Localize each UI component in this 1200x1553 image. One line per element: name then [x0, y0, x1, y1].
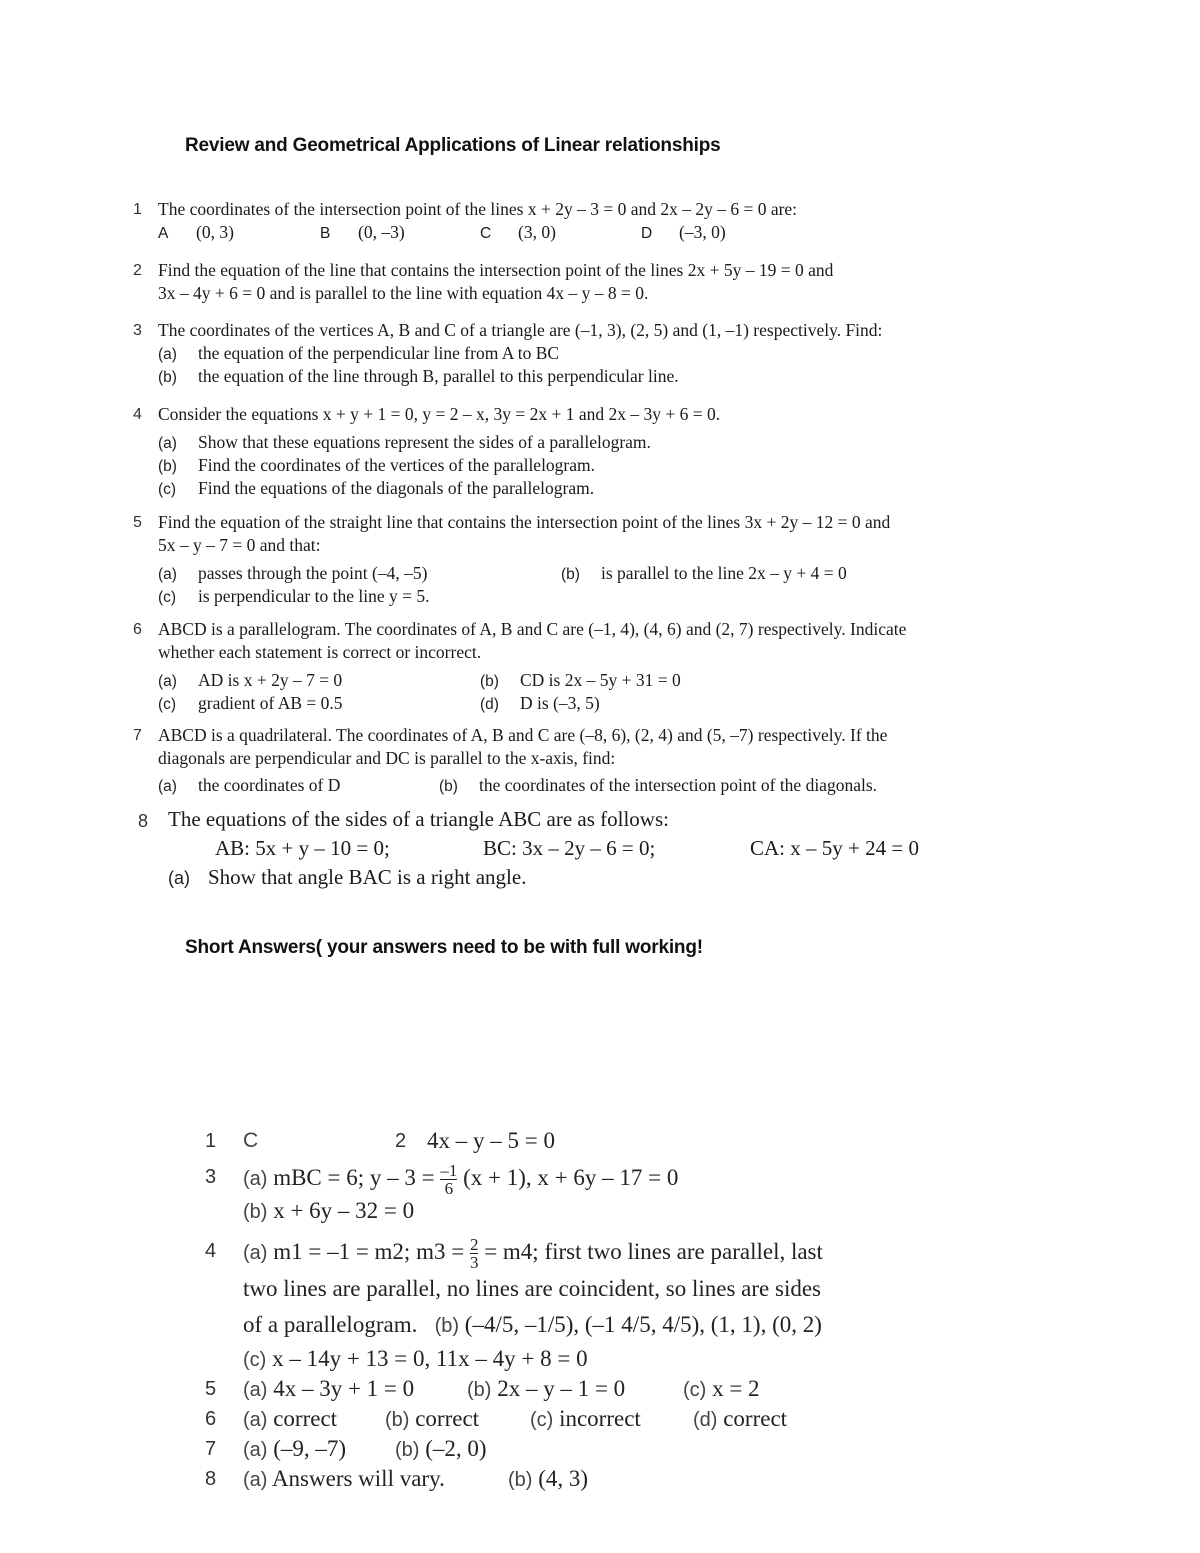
part-label: (a) [158, 346, 177, 363]
answer-key [205, 1126, 965, 1494]
option-value: (0, 3) [196, 222, 234, 242]
part-text: Show that these equations represent the sides of a parallelogram. [198, 432, 651, 452]
part-label: (a) [158, 673, 177, 690]
question-part [158, 365, 1093, 388]
answer-row-3b [205, 1196, 965, 1226]
answer-number: 3 [205, 1166, 217, 1188]
equation-bc: BC: 3x – 2y – 6 = 0; [483, 836, 656, 860]
fraction-denominator: 3 [469, 1253, 479, 1272]
question-8 [138, 805, 1098, 892]
answer-text: (–4/5, –1/5), (–1 4/5, 4/5), (1, 1), (0, 2) [464, 1312, 822, 1337]
answer-text: 4x – 3y + 1 = 0 [273, 1376, 415, 1401]
answer-row-4c [205, 1344, 965, 1374]
part-label: (c) [158, 589, 177, 606]
question-part-row [158, 692, 1093, 715]
answer-text: x + 6y – 32 = 0 [273, 1198, 415, 1223]
part-label: (b) [434, 1315, 460, 1337]
part-text: the coordinates of the intersection point of the diagonals. [479, 775, 878, 795]
answer-row-6 [205, 1404, 965, 1434]
question-text: The coordinates of the intersection point of the lines x + 2y – 3 = 0 and 2x – 2y – 6 = 0 are: [158, 199, 798, 219]
answer-text: (x + 1), x + 6y – 17 = 0 [463, 1164, 679, 1190]
answer-text: Answers will vary. [271, 1466, 445, 1491]
part-label: (b) [243, 1201, 268, 1223]
part-label: (c) [158, 481, 177, 498]
part-text: CD is 2x – 5y + 31 = 0 [520, 670, 681, 690]
answer-text: correct [273, 1406, 338, 1431]
question-number: 4 [133, 406, 142, 423]
part-text: is parallel to the line 2x – y + 4 = 0 [601, 563, 847, 583]
answer-text: two lines are parallel, no lines are coincident, so lines are sides [243, 1276, 821, 1301]
short-answers-heading: Short Answers( your answers need to be with full working! [185, 937, 703, 958]
equation-row [168, 834, 1098, 863]
page-title: Review and Geometrical Applications of Linear relationships [185, 135, 721, 156]
part-label: (a) [243, 1241, 268, 1264]
answer-text: x = 2 [712, 1376, 760, 1401]
answer-text: (4, 3) [538, 1466, 589, 1491]
answer-text: (–9, –7) [273, 1436, 347, 1461]
fraction [470, 1236, 479, 1271]
answer-text: incorrect [559, 1406, 641, 1431]
question-text: Find the equation of the line that contains the intersection point of the lines 2x + 5y – 19 = 0 and [158, 260, 834, 280]
equation-ab: AB: 5x + y – 10 = 0; [215, 836, 390, 860]
question-text: The coordinates of the vertices A, B and C of a triangle are (–1, 3), (2, 5) and (1, –1) respectively. Find: [158, 320, 883, 340]
part-text: Find the coordinates of the vertices of the parallelogram. [198, 455, 596, 475]
part-text: D is (–3, 5) [520, 693, 600, 713]
part-label: (a) [243, 1379, 268, 1401]
answer-number: 7 [205, 1438, 217, 1460]
part-text: gradient of AB = 0.5 [198, 693, 343, 713]
part-label: (b) [385, 1409, 410, 1431]
question-part [168, 863, 1098, 892]
part-label: (a) [158, 778, 177, 795]
part-label: (c) [158, 696, 177, 713]
option-label: C [480, 225, 492, 242]
answer-row-4b [205, 1308, 965, 1344]
answer-text: (–2, 0) [425, 1436, 487, 1461]
part-label: (b) [158, 458, 177, 475]
answer-row-3a [205, 1158, 965, 1196]
answer-row-5 [205, 1374, 965, 1404]
question-part [158, 585, 1093, 608]
question-6 [133, 618, 1093, 715]
question-part [158, 454, 1093, 477]
option-value: (3, 0) [518, 222, 556, 242]
question-number: 2 [133, 262, 142, 279]
question-text: ABCD is a quadrilateral. The coordinates of A, B and C are (–8, 6), (2, 4) and (5, –7) respectively. If the [158, 725, 888, 745]
part-label: (a) [243, 1409, 268, 1431]
part-text: Find the equations of the diagonals of the parallelogram. [198, 478, 595, 498]
question-text: diagonals are perpendicular and DC is parallel to the x-axis, find: [158, 748, 616, 768]
fraction-denominator: 6 [444, 1179, 454, 1198]
answer-text: of a parallelogram. [243, 1312, 418, 1337]
question-1 [133, 198, 1093, 244]
part-text: is perpendicular to the line y = 5. [198, 586, 430, 606]
question-part-row [158, 669, 1093, 692]
part-label: (a) [243, 1167, 268, 1190]
answer-options [158, 221, 1093, 244]
part-text: the equation of the perpendicular line from A to BC [198, 343, 560, 363]
question-part-row [158, 774, 1093, 797]
part-label: (b) [395, 1439, 420, 1461]
fraction-numerator: –1 [440, 1161, 458, 1180]
option-label: A [158, 225, 169, 242]
question-number: 8 [138, 811, 149, 831]
answer-number: 6 [205, 1408, 217, 1430]
question-text: 5x – y – 7 = 0 and that: [158, 535, 321, 555]
answer-text: = m4; first two lines are parallel, last [484, 1238, 823, 1264]
part-label: (a) [243, 1439, 268, 1461]
answer-row-8 [205, 1464, 965, 1494]
part-label: (b) [467, 1379, 492, 1401]
question-5 [133, 511, 1093, 608]
question-part [158, 342, 1093, 365]
part-label: (b) [480, 673, 499, 690]
question-text: ABCD is a parallelogram. The coordinates of A, B and C are (–1, 4), (4, 6) and (2, 7) respectively. Indicate [158, 619, 907, 639]
answer-text: correct [723, 1406, 788, 1431]
part-label: (a) [243, 1469, 268, 1491]
part-label: (b) [508, 1469, 533, 1491]
part-text: passes through the point (–4, –5) [198, 563, 428, 583]
answer-number: 5 [205, 1378, 217, 1400]
option-value: (–3, 0) [679, 222, 726, 242]
part-label: (b) [158, 369, 177, 386]
question-4 [133, 403, 1093, 500]
question-number: 7 [133, 727, 142, 744]
part-label: (d) [480, 696, 499, 713]
question-7 [133, 724, 1093, 797]
answer-number: 1 [205, 1130, 217, 1152]
answer-text: correct [415, 1406, 480, 1431]
answer-text: C [243, 1129, 259, 1152]
equation-ca: CA: x – 5y + 24 = 0 [750, 836, 919, 860]
question-text: Find the equation of the straight line that contains the intersection point of the lines 3x + 2y – 12 = 0 and [158, 512, 891, 532]
question-3 [133, 319, 1093, 388]
answer-text: 2x – y – 1 = 0 [497, 1376, 626, 1401]
question-number: 6 [133, 621, 142, 638]
part-label: (b) [561, 566, 580, 583]
part-label: (a) [158, 435, 177, 452]
answer-number: 4 [205, 1240, 217, 1262]
part-text: the equation of the line through B, parallel to this perpendicular line. [198, 366, 679, 386]
part-text: the coordinates of D [198, 775, 341, 795]
option-value: (0, –3) [358, 222, 405, 242]
part-text: Show that angle BAC is a right angle. [208, 865, 527, 889]
option-label: D [641, 225, 653, 242]
answer-row-4a [205, 1230, 965, 1270]
question-number: 5 [133, 514, 142, 531]
question-text: 3x – 4y + 6 = 0 and is parallel to the line with equation 4x – y – 8 = 0. [158, 283, 649, 303]
answer-text: m1 = –1 = m2; m3 = [273, 1238, 465, 1264]
answer-number: 8 [205, 1468, 217, 1490]
answer-row-1 [205, 1126, 965, 1156]
answer-row-4-cont [205, 1270, 965, 1308]
fraction [440, 1162, 457, 1197]
part-label: (d) [693, 1409, 718, 1431]
answer-number: 2 [395, 1130, 407, 1152]
question-text: The equations of the sides of a triangle ABC are as follows: [168, 807, 669, 831]
question-number: 1 [133, 201, 142, 218]
question-part-row [158, 562, 1093, 585]
question-text: Consider the equations x + y + 1 = 0, y = 2 – x, 3y = 2x + 1 and 2x – 3y + 6 = 0. [158, 404, 721, 424]
part-label: (c) [530, 1409, 554, 1431]
answer-row-7 [205, 1434, 965, 1464]
fraction-numerator: 2 [469, 1235, 479, 1254]
part-label: (c) [683, 1379, 707, 1401]
question-part [158, 477, 1093, 500]
part-label: (a) [158, 566, 177, 583]
question-text: whether each statement is correct or incorrect. [158, 642, 482, 662]
question-2 [133, 259, 1093, 305]
question-number: 3 [133, 322, 142, 339]
answer-text: x – 14y + 13 = 0, 11x – 4y + 8 = 0 [272, 1346, 588, 1371]
part-label: (a) [168, 868, 190, 888]
part-label: (c) [243, 1349, 267, 1371]
answer-text: 4x – y – 5 = 0 [427, 1128, 555, 1153]
part-label: (b) [439, 778, 458, 795]
answer-text: mBC = 6; y – 3 = [273, 1164, 435, 1190]
option-label: B [320, 225, 331, 242]
part-text: AD is x + 2y – 7 = 0 [198, 670, 343, 690]
question-part [158, 431, 1093, 454]
